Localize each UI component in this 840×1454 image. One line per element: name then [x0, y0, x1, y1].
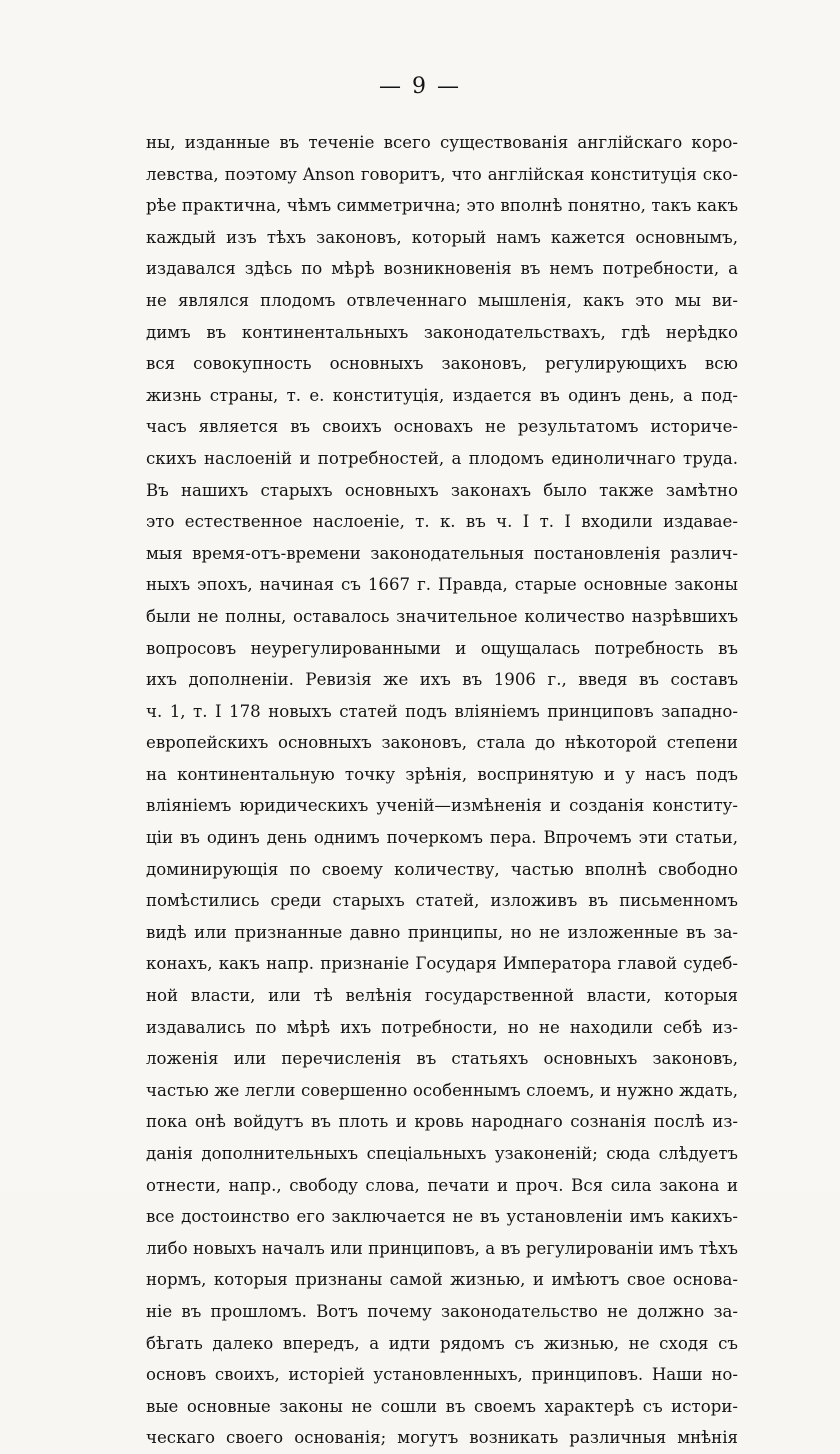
text-line: издавался здѣсь по мѣрѣ возникновенія въ немъ потребности, а	[146, 259, 738, 279]
text-line: ихъ дополненіи. Ревизія же ихъ въ 1906 г., введя въ составъ	[146, 670, 738, 690]
text-line: Въ нашихъ старыхъ основныхъ законахъ было также замѣтно	[146, 480, 738, 500]
page-number: — 9 —	[379, 74, 461, 99]
text-line: пока онѣ войдутъ въ плоть и кровь народнаго сознанія послѣ из-	[146, 1112, 738, 1132]
text-line: часъ является въ своихъ основахъ не результатомъ историче-	[146, 417, 738, 437]
text-line: ціи въ одинъ день однимъ почеркомъ пера. Впрочемъ эти статьи,	[146, 828, 738, 848]
text-line: левства, поэтому Anson говоритъ, что англійская конституція ско-	[146, 164, 738, 184]
text-line: основъ своихъ, исторіей установленныхъ, принциповъ. Наши но-	[146, 1365, 738, 1385]
body-text	[146, 127, 738, 1454]
text-line: нормъ, которыя признаны самой жизнью, и имѣютъ свое основа-	[146, 1270, 738, 1290]
text-line: на континентальную точку зрѣнія, воспринятую и у насъ подъ	[146, 764, 738, 784]
text-line: вся совокупность основныхъ законовъ, регулирующихъ всю	[146, 354, 738, 374]
text-line: ныхъ эпохъ, начиная съ 1667 г. Правда, старые основные законы	[146, 575, 738, 595]
text-line: бѣгать далеко впередъ, а идти рядомъ съ жизнью, не сходя съ	[146, 1333, 738, 1353]
text-line: частью же легли совершенно особеннымъ слоемъ, и нужно ждать,	[146, 1080, 738, 1100]
text-line: димъ въ континентальныхъ законодательствахъ, гдѣ нерѣдко	[146, 322, 738, 342]
text-line: не являлся плодомъ отвлеченнаго мышленія, какъ это мы ви-	[146, 290, 738, 310]
text-line: ной власти, или тѣ велѣнія государственной власти, которыя	[146, 986, 738, 1006]
text-line: это естественное наслоеніе, т. к. въ ч. I т. I входили издавае-	[146, 512, 738, 532]
text-line: ческаго своего основанія; могутъ возникать различныя мнѣнія	[146, 1428, 738, 1448]
text-line: вліяніемъ юридическихъ ученій—измѣненія и созданія конститу-	[146, 796, 738, 816]
text-line: мыя время-отъ-времени законодательныя постановленія различ-	[146, 543, 738, 563]
text-line: европейскихъ основныхъ законовъ, стала до нѣкоторой степени	[146, 733, 738, 753]
text-line: каждый изъ тѣхъ законовъ, который намъ кажется основнымъ,	[146, 227, 738, 247]
text-line: были не полны, оставалось значительное количество назрѣвшихъ	[146, 606, 738, 626]
text-line: ложенія или перечисленія въ статьяхъ основныхъ законовъ,	[146, 1049, 738, 1069]
text-line: ніе въ прошломъ. Вотъ почему законодательство не должно за-	[146, 1301, 738, 1321]
text-line: издавались по мѣрѣ ихъ потребности, но не находили себѣ из-	[146, 1017, 738, 1037]
text-line: доминирующія по своему количеству, частью вполнѣ свободно	[146, 859, 738, 879]
text-line: ны, изданные въ теченіе всего существованія англійскаго коро-	[146, 133, 738, 152]
text-line: рѣе практична, чѣмъ симметрична; это вполнѣ понятно, такъ какъ	[146, 196, 738, 216]
text-line: вые основные законы не сошли въ своемъ характерѣ съ истори-	[146, 1396, 738, 1416]
text-line: видѣ или признанные давно принципы, но не изложенные въ за-	[146, 922, 738, 942]
text-line: вопросовъ неурегулированными и ощущалась потребность въ	[146, 638, 738, 658]
text-line: либо новыхъ началъ или принциповъ, а въ регулированіи имъ тѣхъ	[146, 1238, 738, 1258]
text-line: данія дополнительныхъ спеціальныхъ узаконеній; сюда слѣдуетъ	[146, 1144, 738, 1163]
text-line: конахъ, какъ напр. признаніе Государя Императора главой судеб-	[146, 954, 738, 974]
text-line: жизнь страны, т. е. конституція, издается въ одинъ день, а под-	[146, 385, 738, 405]
text-line: скихъ наслоеній и потребностей, а плодомъ единоличнаго труда.	[146, 448, 738, 468]
text-line: помѣстились среди старыхъ статей, изложивъ въ письменномъ	[146, 891, 738, 911]
text-line: отнести, напр., свободу слова, печати и проч. Вся сила закона и	[146, 1175, 738, 1195]
text-line: ч. 1, т. I 178 новыхъ статей подъ вліяніемъ принциповъ западно-	[146, 701, 738, 721]
text-line: все достоинство его заключается не въ установленіи имъ какихъ-	[146, 1207, 738, 1227]
